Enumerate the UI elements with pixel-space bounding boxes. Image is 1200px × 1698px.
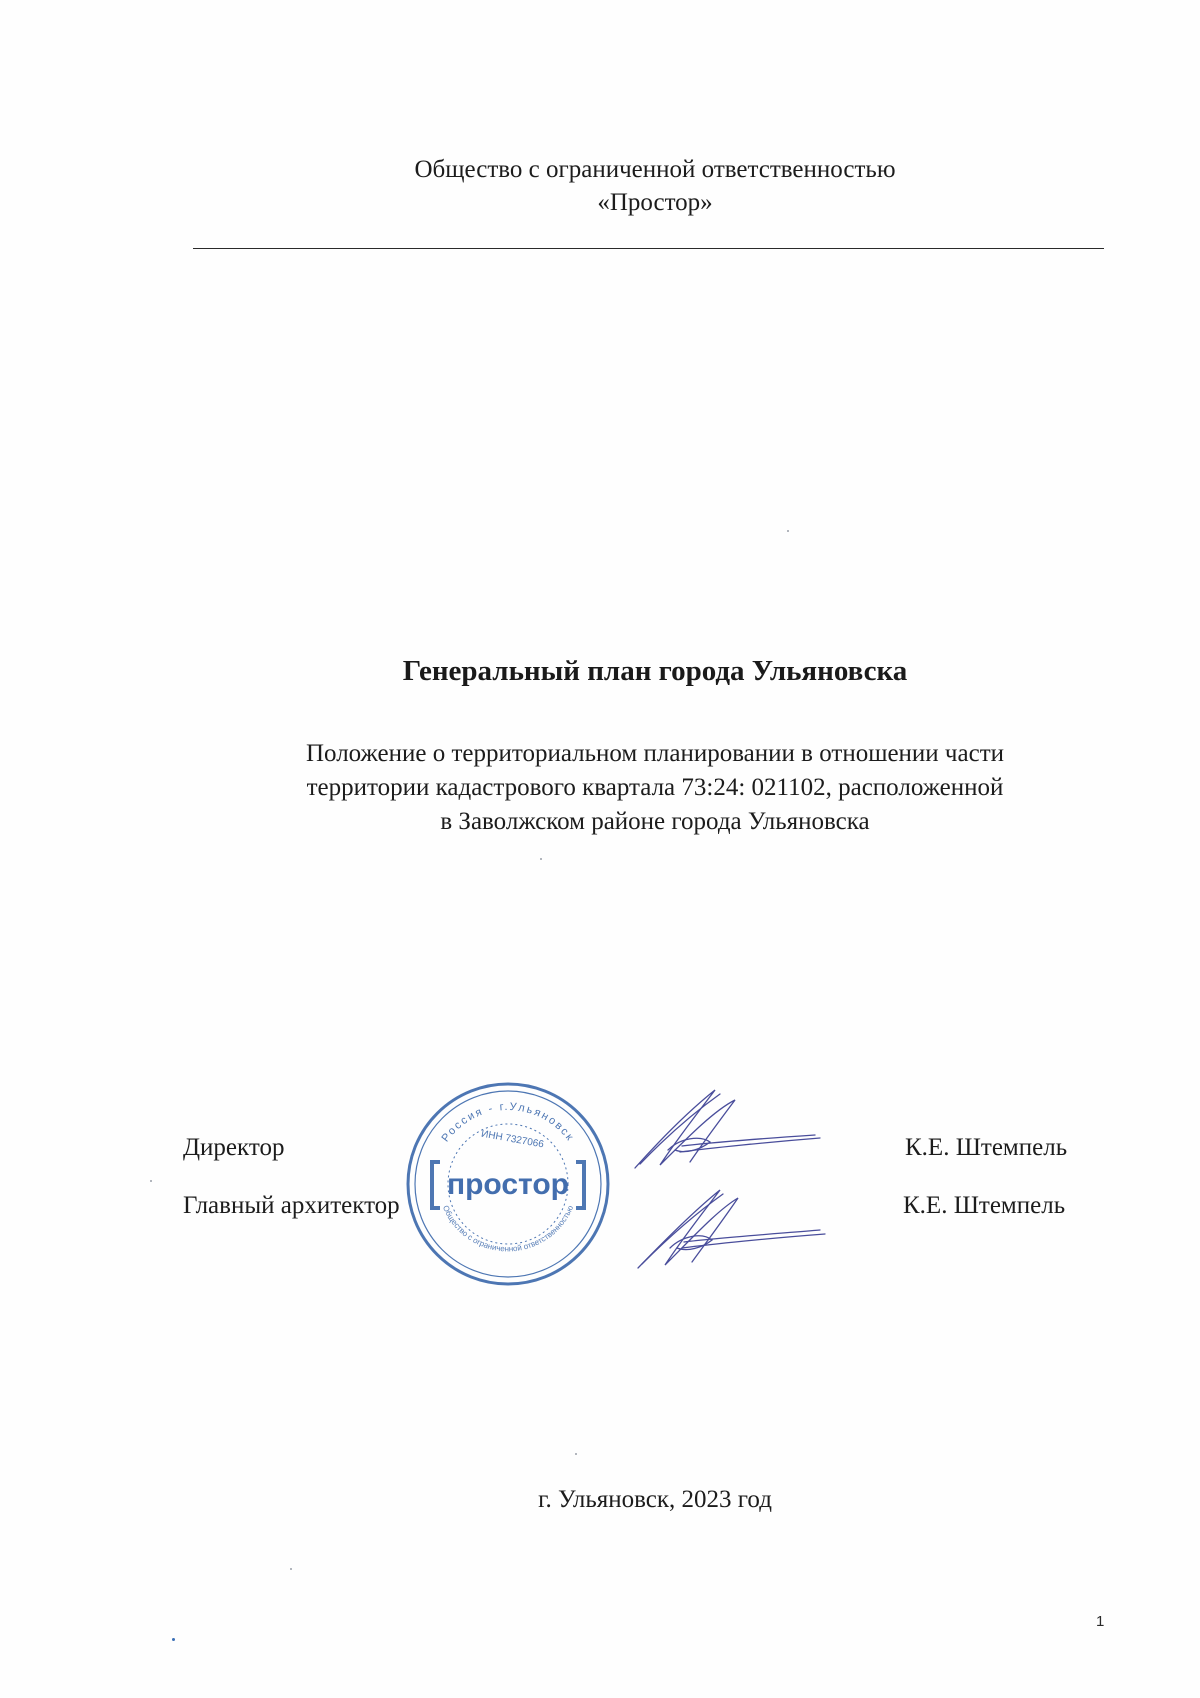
- stamp-center-text: простор: [446, 1168, 570, 1201]
- signatory-name: К.Е. Штемпель: [905, 1134, 1068, 1161]
- header-divider: [193, 248, 1104, 249]
- subtitle-line: Положение о территориальном планировании в отношении части: [305, 740, 1004, 767]
- scan-speck: [575, 1453, 577, 1455]
- signature-icon: [620, 1080, 840, 1280]
- signatory-name: К.Е. Штемпель: [903, 1192, 1066, 1219]
- stamp-ring-bottom-text: Общество с ограниченной ответственностью: [440, 1203, 576, 1254]
- scan-speck: [540, 858, 542, 860]
- scan-speck: [172, 1638, 175, 1641]
- stamp-ring-top-text: Россия - г.Ульяновск: [439, 1100, 577, 1145]
- scan-speck: [290, 1568, 292, 1570]
- scan-speck: [787, 530, 789, 532]
- organization-name-line1: Общество с ограниченной ответственностью: [414, 156, 896, 183]
- stamp-inn-text: ИНН 7327066: [480, 1128, 545, 1151]
- signatory-role: Директор: [183, 1134, 285, 1161]
- scan-speck: [150, 1180, 152, 1182]
- city-year: г. Ульяновск, 2023 год: [538, 1486, 772, 1513]
- svg-text:Общество с ограниченной ответс: [441, 1204, 575, 1253]
- organization-stamp-icon: [404, 1080, 612, 1288]
- organization-name-line2: «Простор»: [597, 189, 713, 216]
- subtitle-line: в Заволжском районе города Ульяновска: [440, 808, 870, 835]
- page-number: 1: [1096, 1613, 1105, 1630]
- document-title: Генеральный план города Ульяновска: [402, 655, 908, 687]
- subtitle-line: территории кадастрового квартала 73:24: 021102, расположенной: [306, 774, 1004, 801]
- signatory-role: Главный архитектор: [183, 1192, 400, 1219]
